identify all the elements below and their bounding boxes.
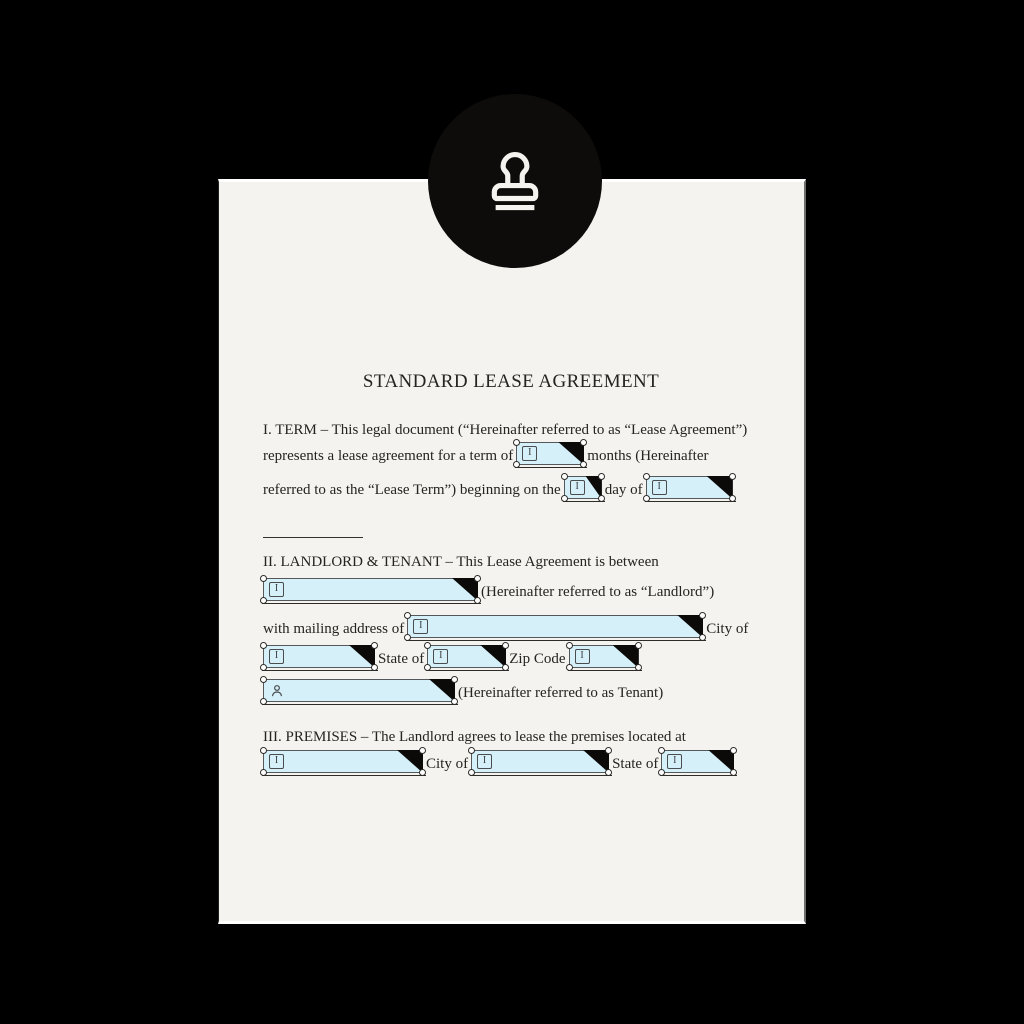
- resize-handle[interactable]: [580, 461, 587, 468]
- resize-handle[interactable]: [658, 769, 665, 776]
- resize-handle[interactable]: [502, 664, 509, 671]
- city-state-zip-row: [263, 645, 760, 668]
- term-paragraph-line1: I. TERM – This legal document (“Hereinafter referred to as “Lease Agreement”): [263, 422, 748, 438]
- resize-handle[interactable]: [635, 642, 642, 649]
- term-paragraph-line3: [263, 476, 760, 499]
- field-premises-street-address[interactable]: [263, 750, 423, 773]
- resize-handle[interactable]: [605, 769, 612, 776]
- resize-handle[interactable]: [643, 473, 650, 480]
- term-line2-text-after: months (Hereinafter: [587, 448, 709, 464]
- resize-handle[interactable]: [419, 747, 426, 754]
- mailing-row-text: with mailing address of: [263, 621, 405, 637]
- resize-handle[interactable]: [424, 642, 431, 649]
- text-field-icon: I: [522, 446, 537, 461]
- resize-handle[interactable]: [451, 698, 458, 705]
- resize-handle[interactable]: [260, 575, 267, 582]
- resize-handle[interactable]: [260, 597, 267, 604]
- resize-handle[interactable]: [513, 461, 520, 468]
- field-zip-code[interactable]: [569, 645, 639, 668]
- landlord-row-text: (Hereinafter referred to as “Landlord”): [481, 584, 715, 600]
- resize-handle[interactable]: [643, 495, 650, 502]
- text-field-icon: I: [477, 754, 492, 769]
- resize-handle[interactable]: [635, 664, 642, 671]
- mailing-address-row: [263, 615, 760, 638]
- resize-handle[interactable]: [566, 642, 573, 649]
- resize-handle[interactable]: [404, 612, 411, 619]
- state-of-label: State of: [378, 651, 425, 667]
- resize-handle[interactable]: [580, 439, 587, 446]
- resize-handle[interactable]: [260, 642, 267, 649]
- landlord-row: [263, 578, 760, 601]
- text-field-icon: I: [269, 754, 284, 769]
- resize-handle[interactable]: [419, 769, 426, 776]
- text-field-icon: I: [667, 754, 682, 769]
- resize-handle[interactable]: [424, 664, 431, 671]
- stamp-badge: [428, 94, 602, 268]
- field-landlord-name[interactable]: [263, 578, 478, 601]
- field-lease-term-months[interactable]: [516, 442, 584, 465]
- field-premises-city[interactable]: [471, 750, 609, 773]
- person-icon: [269, 683, 285, 699]
- resize-handle[interactable]: [468, 769, 475, 776]
- text-field-icon: I: [433, 649, 448, 664]
- text-field-icon: I: [413, 619, 428, 634]
- resize-handle[interactable]: [260, 676, 267, 683]
- resize-handle[interactable]: [598, 495, 605, 502]
- resize-handle[interactable]: [260, 664, 267, 671]
- resize-handle[interactable]: [502, 642, 509, 649]
- resize-handle[interactable]: [371, 642, 378, 649]
- tenant-row-text: (Hereinafter referred to as Tenant): [458, 685, 664, 701]
- text-field-icon: I: [575, 649, 590, 664]
- premises-row: [263, 750, 760, 773]
- field-state[interactable]: [427, 645, 506, 668]
- resize-handle[interactable]: [699, 612, 706, 619]
- field-mailing-address[interactable]: [407, 615, 703, 638]
- resize-handle[interactable]: [561, 473, 568, 480]
- resize-handle[interactable]: [513, 439, 520, 446]
- premises-heading: III. PREMISES – The Landlord agrees to lease the premises located at: [263, 729, 686, 745]
- resize-handle[interactable]: [260, 747, 267, 754]
- text-field-icon: I: [269, 582, 284, 597]
- blank-line: [263, 537, 363, 538]
- resize-handle[interactable]: [451, 676, 458, 683]
- premises-state-of-label: State of: [612, 756, 659, 772]
- landlord-tenant-heading: II. LANDLORD & TENANT – This Lease Agreement is between: [263, 554, 659, 570]
- resize-handle[interactable]: [730, 769, 737, 776]
- text-field-icon: I: [269, 649, 284, 664]
- resize-handle[interactable]: [260, 698, 267, 705]
- text-field-icon: I: [652, 480, 667, 495]
- field-lease-start-day[interactable]: [564, 476, 602, 499]
- premises-city-of-label: City of: [426, 756, 469, 772]
- resize-handle[interactable]: [474, 575, 481, 582]
- resize-handle[interactable]: [729, 495, 736, 502]
- resize-handle[interactable]: [730, 747, 737, 754]
- resize-handle[interactable]: [658, 747, 665, 754]
- term-line2-text: represents a lease agreement for a term of: [263, 448, 514, 464]
- tenant-row: [263, 679, 760, 702]
- term-line3-text: referred to as the “Lease Term”) beginning on the: [263, 482, 561, 498]
- stamp-icon: [484, 143, 546, 219]
- resize-handle[interactable]: [566, 664, 573, 671]
- resize-handle[interactable]: [729, 473, 736, 480]
- mailing-row-city-of: City of: [706, 621, 749, 637]
- page-content: [218, 182, 804, 921]
- field-corner-triangle: [613, 645, 639, 668]
- field-lease-start-month[interactable]: [646, 476, 733, 499]
- field-city[interactable]: [263, 645, 375, 668]
- resize-handle[interactable]: [598, 473, 605, 480]
- text-field-icon: I: [570, 480, 585, 495]
- zip-code-label: Zip Code: [509, 651, 566, 667]
- resize-handle[interactable]: [605, 747, 612, 754]
- resize-handle[interactable]: [468, 747, 475, 754]
- field-premises-state[interactable]: [661, 750, 734, 773]
- document-title: STANDARD LEASE AGREEMENT: [362, 371, 660, 392]
- field-tenant-name[interactable]: [263, 679, 455, 702]
- resize-handle[interactable]: [371, 664, 378, 671]
- resize-handle[interactable]: [404, 634, 411, 641]
- resize-handle[interactable]: [260, 769, 267, 776]
- resize-handle[interactable]: [561, 495, 568, 502]
- resize-handle[interactable]: [474, 597, 481, 604]
- resize-handle[interactable]: [699, 634, 706, 641]
- term-line3-day-of: day of: [604, 482, 643, 498]
- term-paragraph-line2: [263, 442, 760, 465]
